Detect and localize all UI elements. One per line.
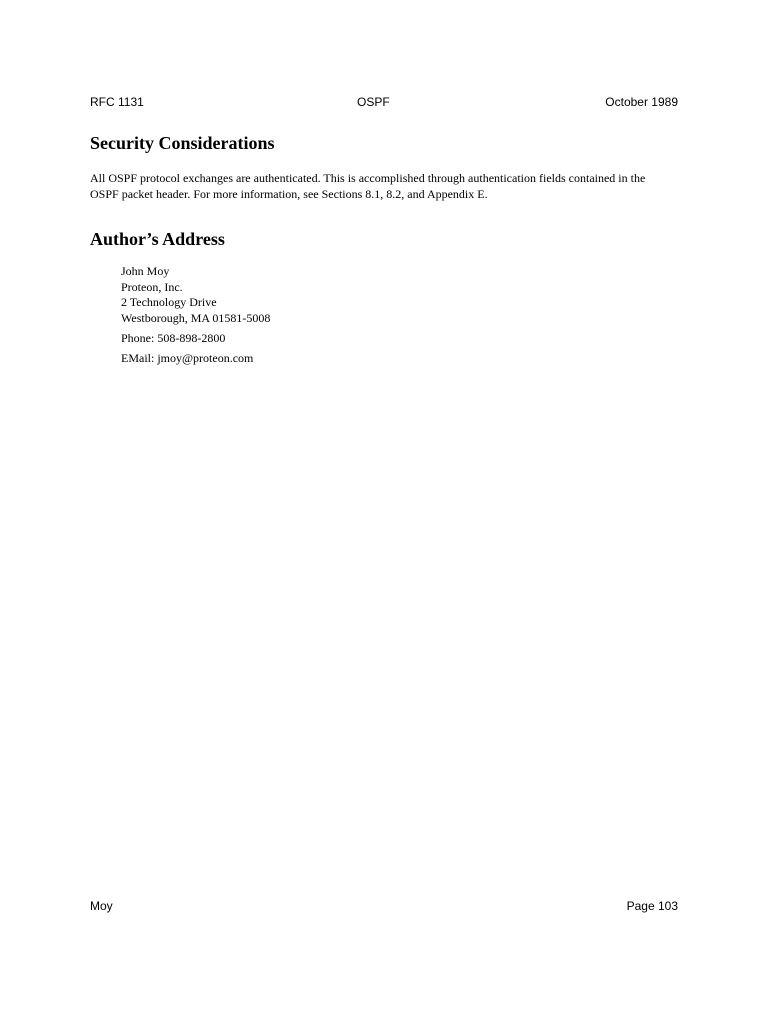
security-paragraph-line: All OSPF protocol exchanges are authenticated. This is accomplished through authentication fields contained in the bbox=[90, 171, 646, 185]
author-city-state-zip: Westborough, MA 01581-5008 bbox=[121, 310, 271, 325]
author-street: 2 Technology Drive bbox=[121, 295, 217, 309]
header-rfc-number: RFC 1131 bbox=[90, 95, 144, 109]
security-paragraph bbox=[90, 170, 680, 202]
author-address-block bbox=[121, 264, 270, 326]
running-footer bbox=[90, 898, 678, 914]
section-heading-author: Author’s Address bbox=[90, 229, 225, 249]
security-paragraph-line: OSPF packet header. For more information, see Sections 8.1, 8.2, and Appendix E. bbox=[90, 187, 488, 201]
header-protocol: OSPF bbox=[357, 95, 390, 109]
footer-page-number: Page 103 bbox=[626, 899, 678, 913]
author-organization: Proteon, Inc. bbox=[121, 279, 183, 294]
author-email: EMail: jmoy@proteon.com bbox=[121, 351, 254, 365]
running-header bbox=[90, 94, 678, 110]
author-name: John Moy bbox=[121, 264, 170, 278]
header-date: October 1989 bbox=[605, 95, 678, 109]
section-heading-security: Security Considerations bbox=[90, 133, 275, 153]
footer-author: Moy bbox=[90, 899, 113, 913]
author-phone: Phone: 508-898-2800 bbox=[121, 331, 226, 345]
